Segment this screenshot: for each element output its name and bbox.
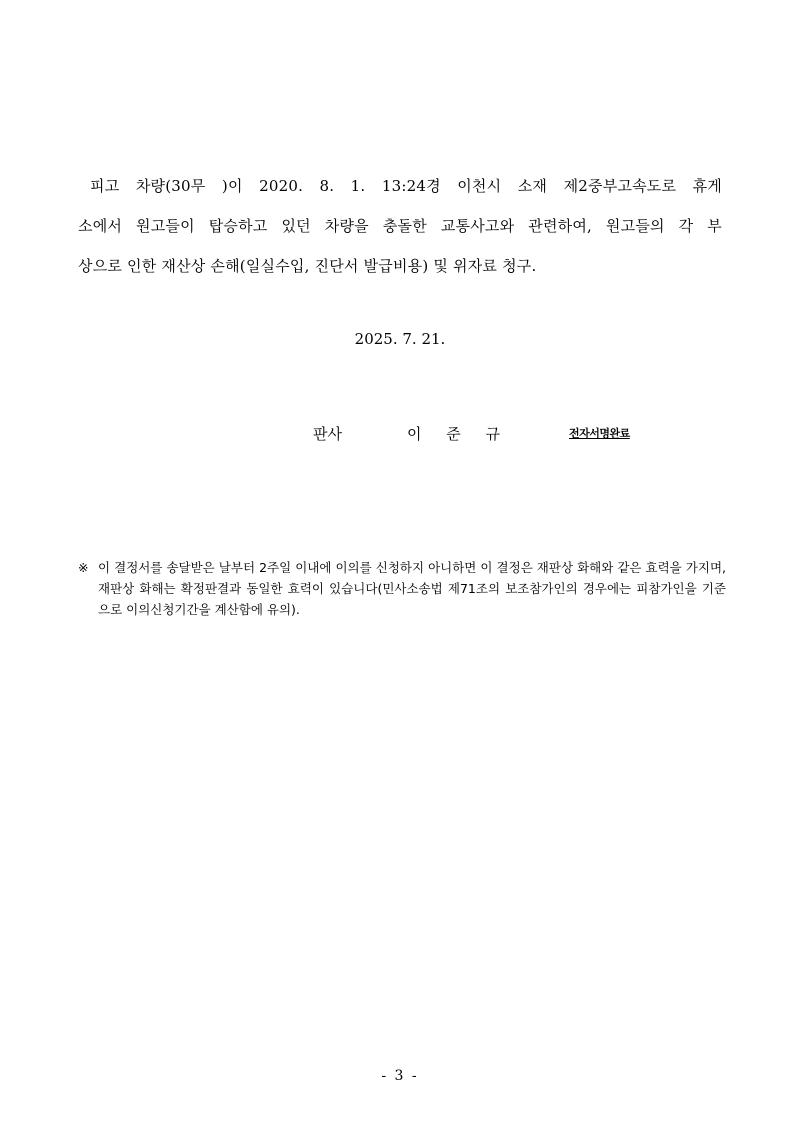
judge-title: 판사	[313, 425, 342, 443]
claim-line-3: 상으로 인한 재산상 손해(일실수입, 진단서 발급비용) 및 위자료 청구.	[78, 257, 537, 275]
electronic-signature-stamp: 전자서명완료	[569, 427, 630, 440]
decision-date: 2025. 7. 21.	[354, 330, 446, 348]
claim-line-1: 피고 차량(30무 )이 2020. 8. 1. 13:24경 이천시 소재 제2중부고속도로 휴게	[90, 177, 722, 195]
reference-mark-icon: ※	[78, 560, 89, 575]
page-number: - 3 -	[381, 1068, 419, 1084]
notice-text: 이 결정서를 송달받은 날부터 2주일 이내에 이의를 신청하지 아니하면 이 결정은 재판상 화해와 같은 효력을 가지며, 재판상 화해는 확정판결과 동일한 효력이 있습니다(민사소송법 제71조의 보조참가인의 경우에는 피참가인을 기준으로 이의신청기간을 계산함에 유의).	[98, 560, 726, 617]
claim-paragraph	[78, 166, 722, 286]
judge-name: 이 준 규	[407, 425, 511, 443]
signature-block	[0, 423, 800, 447]
notice-block	[78, 557, 726, 620]
claim-line-2: 소에서 원고들이 탑승하고 있던 차량을 충돌한 교통사고와 관련하여, 원고들의 각 부	[78, 217, 722, 235]
